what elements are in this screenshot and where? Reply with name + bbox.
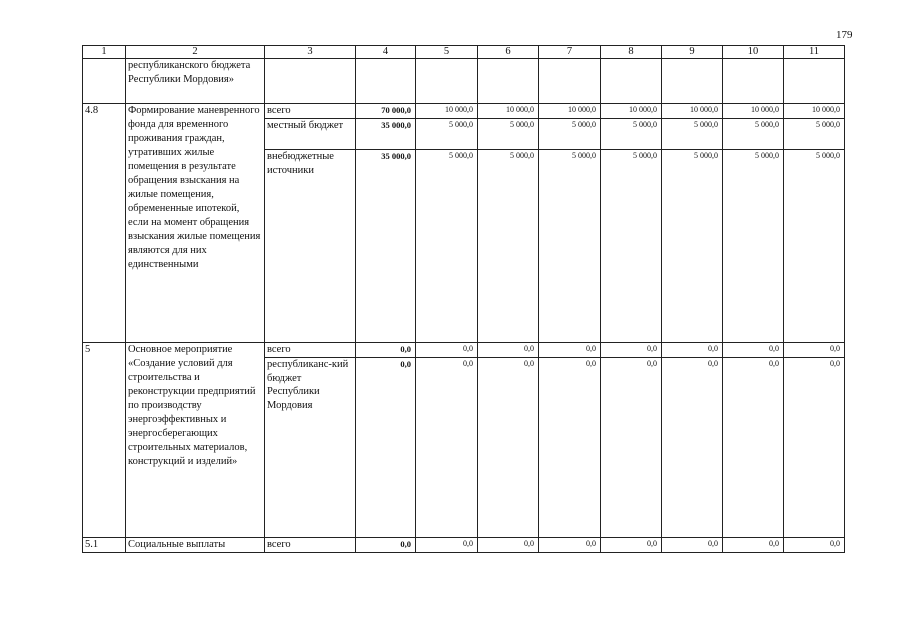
value-total: 0,0	[586, 539, 596, 548]
value-extrabudget: 35 000,0	[381, 151, 411, 161]
value-total: 0,0	[723, 343, 783, 358]
source-cell	[265, 59, 356, 104]
value-republic: 0,0	[463, 359, 473, 368]
value-extrabudget: 5 000,0	[510, 151, 534, 160]
row-code: 5.1	[83, 538, 126, 553]
value-cell	[539, 538, 601, 553]
value-cell	[723, 538, 784, 553]
value-total: 0,0	[708, 539, 718, 548]
value-cell	[356, 343, 416, 538]
header-cell: 11	[784, 46, 845, 59]
value-cell	[416, 59, 478, 104]
source-total: всего	[265, 343, 355, 358]
value-total: 0,0	[400, 539, 411, 549]
value-cell	[662, 343, 723, 538]
value-extrabudget: 5 000,0	[816, 151, 840, 160]
value-cell	[601, 343, 662, 538]
value-cell	[356, 538, 416, 553]
value-cell	[723, 59, 784, 104]
value-cell	[662, 59, 723, 104]
value-republic: 0,0	[400, 359, 411, 369]
value-cell	[478, 343, 539, 538]
value-total: 0,0	[539, 343, 600, 358]
value-local: 5 000,0	[601, 119, 661, 150]
header-cell: 4	[356, 46, 416, 59]
row-name: республиканского бюджета Республики Мордовия»	[126, 59, 265, 104]
header-cell: 10	[723, 46, 784, 59]
value-total: 0,0	[478, 343, 538, 358]
value-total: 0,0	[769, 539, 779, 548]
header-cell: 6	[478, 46, 539, 59]
value-local: 5 000,0	[784, 119, 844, 150]
value-total: 0,0	[601, 343, 661, 358]
value-local: 5 000,0	[539, 119, 600, 150]
value-cell	[784, 343, 845, 538]
value-extrabudget: 5 000,0	[449, 151, 473, 160]
value-cell	[723, 104, 784, 343]
value-total: 10 000,0	[723, 104, 783, 119]
value-cell	[478, 59, 539, 104]
value-cell	[416, 538, 478, 553]
header-cell: 7	[539, 46, 601, 59]
value-cell	[539, 59, 601, 104]
value-cell	[416, 104, 478, 343]
table-row	[83, 59, 845, 104]
source-total: всего	[265, 104, 355, 119]
value-total: 10 000,0	[601, 104, 661, 119]
value-cell	[662, 538, 723, 553]
value-republic: 0,0	[830, 359, 840, 368]
table-row	[83, 538, 845, 553]
value-total: 10 000,0	[662, 104, 722, 119]
value-total: 10 000,0	[416, 104, 477, 119]
value-extrabudget: 5 000,0	[572, 151, 596, 160]
value-total: 0,0	[662, 343, 722, 358]
value-republic: 0,0	[524, 359, 534, 368]
source-republic: республиканс-кий бюджет Республики Мордовия	[267, 359, 349, 411]
value-cell	[356, 104, 416, 343]
source-local: местный бюджет	[265, 119, 355, 150]
value-cell	[784, 104, 845, 343]
header-cell: 5	[416, 46, 478, 59]
value-local: 35 000,0	[356, 119, 415, 150]
value-total: 0,0	[524, 539, 534, 548]
value-cell	[356, 59, 416, 104]
row-code: 5	[83, 343, 126, 538]
page-number: 179	[836, 29, 853, 41]
value-total: 0,0	[647, 539, 657, 548]
value-extrabudget: 5 000,0	[694, 151, 718, 160]
row-name: Социальные выплаты	[126, 538, 265, 553]
value-total: 10 000,0	[539, 104, 600, 119]
value-cell	[478, 104, 539, 343]
value-republic: 0,0	[708, 359, 718, 368]
value-cell	[601, 104, 662, 343]
header-cell: 1	[83, 46, 126, 59]
header-cell: 9	[662, 46, 723, 59]
value-total: 0,0	[416, 343, 477, 358]
value-local: 5 000,0	[723, 119, 783, 150]
value-total: 0,0	[463, 539, 473, 548]
row-code	[83, 59, 126, 104]
value-total: 70 000,0	[356, 104, 415, 119]
source-total: всего	[265, 538, 356, 553]
budget-table	[82, 45, 845, 553]
value-republic: 0,0	[647, 359, 657, 368]
value-extrabudget: 5 000,0	[633, 151, 657, 160]
source-cell	[265, 343, 356, 538]
row-name: Основное мероприятие «Создание условий для строительства и реконструкции предприятий по производству энергоэффективных и энергосберегающих строительных материалов, конструкций и изделий»	[126, 343, 265, 538]
value-cell	[601, 59, 662, 104]
value-local: 5 000,0	[478, 119, 538, 150]
header-row	[83, 46, 845, 59]
value-cell	[784, 538, 845, 553]
row-code: 4.8	[83, 104, 126, 343]
value-local: 5 000,0	[662, 119, 722, 150]
value-total: 0,0	[830, 539, 840, 548]
source-cell	[265, 104, 356, 343]
header-cell: 2	[126, 46, 265, 59]
value-cell	[784, 59, 845, 104]
header-cell: 8	[601, 46, 662, 59]
header-cell: 3	[265, 46, 356, 59]
value-cell	[601, 538, 662, 553]
value-local: 5 000,0	[416, 119, 477, 150]
row-name: Формирование маневренного фонда для временного проживания граждан, утративших жилые помещения в результате обращения взыскания на жилые помещения, обремененные ипотекой, если на момент обращения взыскания жилые помещения являются для них единственными	[126, 104, 265, 343]
value-cell	[478, 538, 539, 553]
value-cell	[723, 343, 784, 538]
value-total: 10 000,0	[478, 104, 538, 119]
value-cell	[416, 343, 478, 538]
value-cell	[539, 104, 601, 343]
value-republic: 0,0	[586, 359, 596, 368]
value-total: 0,0	[356, 343, 415, 358]
value-extrabudget: 5 000,0	[755, 151, 779, 160]
source-extrabudget: внебюджетные источники	[267, 151, 334, 176]
value-cell	[662, 104, 723, 343]
value-republic: 0,0	[769, 359, 779, 368]
table-row	[83, 343, 845, 538]
value-total: 10 000,0	[784, 104, 844, 119]
value-total: 0,0	[784, 343, 844, 358]
table-row	[83, 104, 845, 343]
value-cell	[539, 343, 601, 538]
